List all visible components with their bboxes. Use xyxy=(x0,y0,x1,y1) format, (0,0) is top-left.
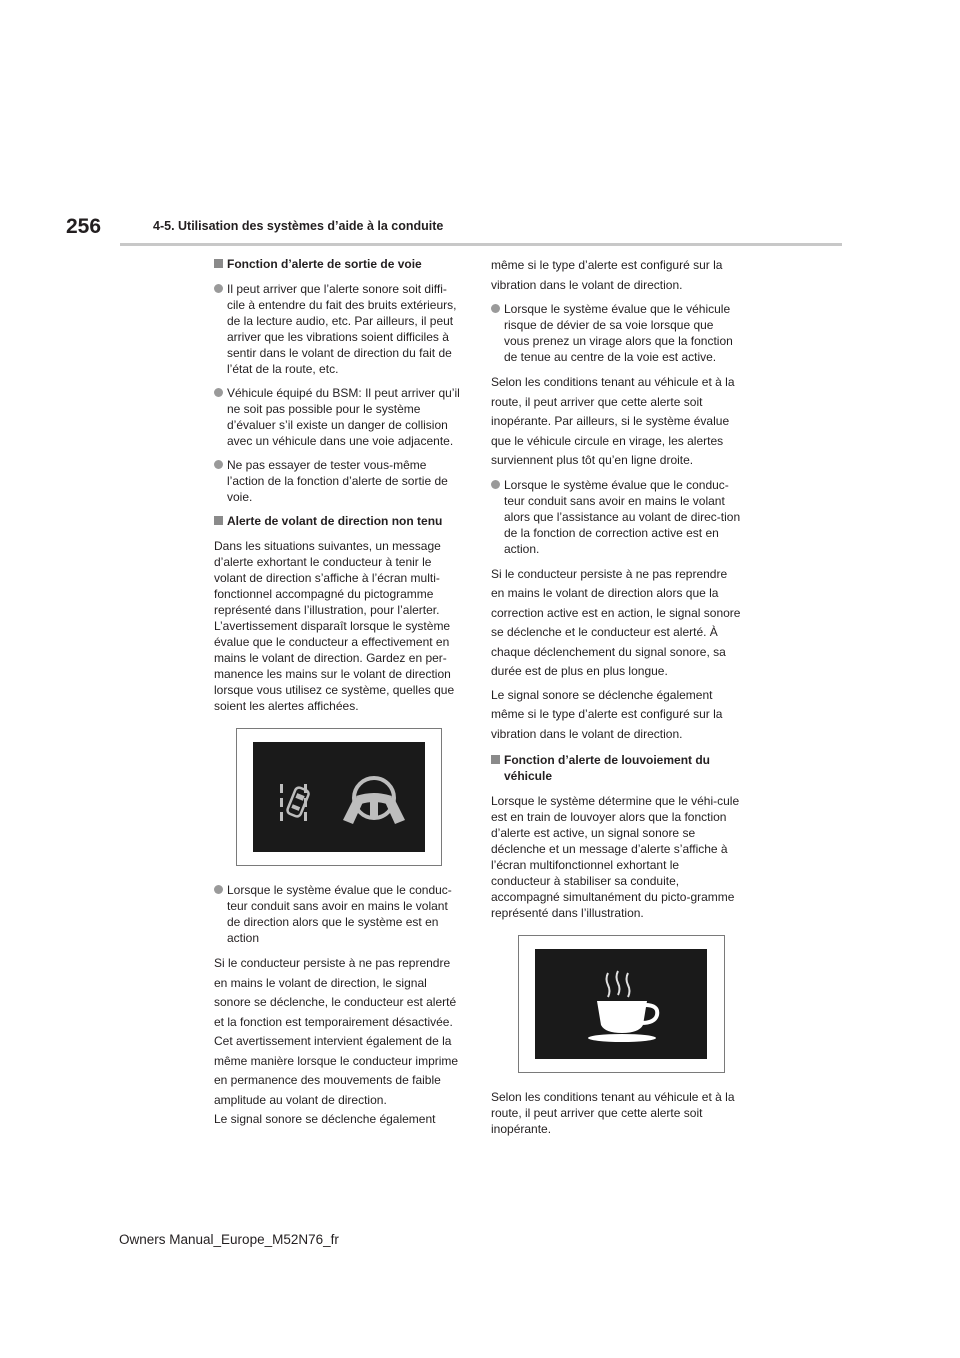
paragraph: Cet avertissement intervient également de la même manière lorsque le conducteur imprime en permanence des mouvements de faible amplitude au volant de direction. xyxy=(214,1034,459,1107)
paragraph: Le signal sonore se déclenche également même si le type d’alerte est configuré sur la vibration dans le volant de direction. xyxy=(491,687,723,741)
display-screen xyxy=(535,949,707,1059)
page-footer: Owners Manual_Europe_M52N76_fr xyxy=(119,1232,339,1247)
coffee-cup-icon xyxy=(535,949,707,1059)
square-bullet-icon xyxy=(214,516,223,525)
page-number: 256 xyxy=(66,215,102,238)
round-bullet-icon xyxy=(214,885,223,894)
paragraph: Selon les conditions tenant au véhicule et à la route, il peut arriver que cette alerte soit inopérante. xyxy=(491,1090,735,1136)
bullet-item: Véhicule équipé du BSM: Il peut arriver qu’il ne soit pas possible pour le système d’évaluer s’il existe un danger de collision avec un véhicule dans une voie adjacente. xyxy=(214,385,464,449)
display-screen xyxy=(253,742,425,852)
paragraph: Lorsque le système détermine que le véhi-cule est en train de louvoyer alors que la fonction d’alerte est active, un signal sonore se déclenche et un message d’alerte s’affiche à l’écran multifonctionnel exhortant le conducteur à stabiliser sa conduite, accompagné simultanément du picto-gramme représenté dans l’illustration. xyxy=(491,794,740,920)
paragraph: Selon les conditions tenant au véhicule et à la route, il peut arriver que cette alerte soit inopérante. Par ailleurs, si le système évalue que le véhicule circule en virage, les alertes surviennent plus tôt qu’en ligne droite. xyxy=(491,375,735,467)
bullet-item: Il peut arriver que l’alerte sonore soit diffi-cile à entendre du fait des bruits extérieurs, de la lecture audio, etc. Par ailleurs, il peut arriver que les vibrations soient difficiles à sentir dans le volant de direction du fait de l’état de la route, etc. xyxy=(214,281,464,377)
round-bullet-icon xyxy=(491,480,500,489)
paragraph: même si le type d’alerte est configuré sur la vibration dans le volant de direction. xyxy=(491,258,723,292)
round-bullet-icon xyxy=(491,304,500,313)
round-bullet-icon xyxy=(214,388,223,397)
bullet-item: Lorsque le système évalue que le conduc-teur conduit sans avoir en mains le volant de direction alors que le système est en action xyxy=(214,882,464,946)
page-header xyxy=(120,0,842,246)
left-column xyxy=(214,256,464,1130)
paragraph: Le signal sonore se déclenche également xyxy=(214,1112,436,1126)
heading-weaving-alert: Fonction d’alerte de louvoiement du véhicule xyxy=(491,752,741,784)
paragraph: Dans les situations suivantes, un message d’alerte exhortant le conducteur à tenir le volant de direction s’affiche à l’écran multi-fonctionnel accompagné du pictogramme représenté dans l’illustration, pour l’alerter. L’avertissement disparaît lorsque le système évalue que le conducteur a effectivement en mains le volant de direction. Gardez en per-manence les mains sur le volant de direction lorsque vous utilisez ce système, quelles que soient les alertes affichées. xyxy=(214,539,455,713)
paragraph: Si le conducteur persiste à ne pas reprendre en mains le volant de direction alors que la correction active est en action, le signal sonore se déclenche et le conducteur est alerté. À chaque déclenchement du signal sonore, sa durée est de plus en plus longue. xyxy=(491,566,741,678)
square-bullet-icon xyxy=(491,755,500,764)
steering-wheel-hands-icon xyxy=(339,772,409,828)
round-bullet-icon xyxy=(214,284,223,293)
round-bullet-icon xyxy=(214,460,223,469)
hands-off-figure xyxy=(236,728,442,866)
heading-lane-departure: Fonction d’alerte de sortie de voie xyxy=(214,256,464,272)
right-column xyxy=(491,256,741,1145)
bullet-item: Ne pas essayer de tester vous-même l’action de la fonction d’alerte de sortie de voie. xyxy=(214,457,464,505)
bullet-item: Lorsque le système évalue que le véhicule risque de dévier de sa voie lorsque que vous prenez un virage alors que la fonction de tenue au centre de la voie est active. xyxy=(491,301,741,365)
header-rule xyxy=(120,243,842,246)
square-bullet-icon xyxy=(214,259,223,268)
paragraph: Si le conducteur persiste à ne pas reprendre en mains le volant de direction, le signal sonore se déclenche, le conducteur est alerté et la fonction est temporairement désactivée. xyxy=(214,956,457,1029)
coffee-break-figure xyxy=(518,935,725,1073)
bullet-item: Lorsque le système évalue que le conduc-teur conduit sans avoir en mains le volant alors que l’assistance au volant de direc-tion de la fonction de correction active est en action. xyxy=(491,477,741,557)
section-title: 4-5. Utilisation des systèmes d’aide à la conduite xyxy=(153,219,444,233)
heading-steering-alert: Alerte de volant de direction non tenu xyxy=(214,513,464,529)
